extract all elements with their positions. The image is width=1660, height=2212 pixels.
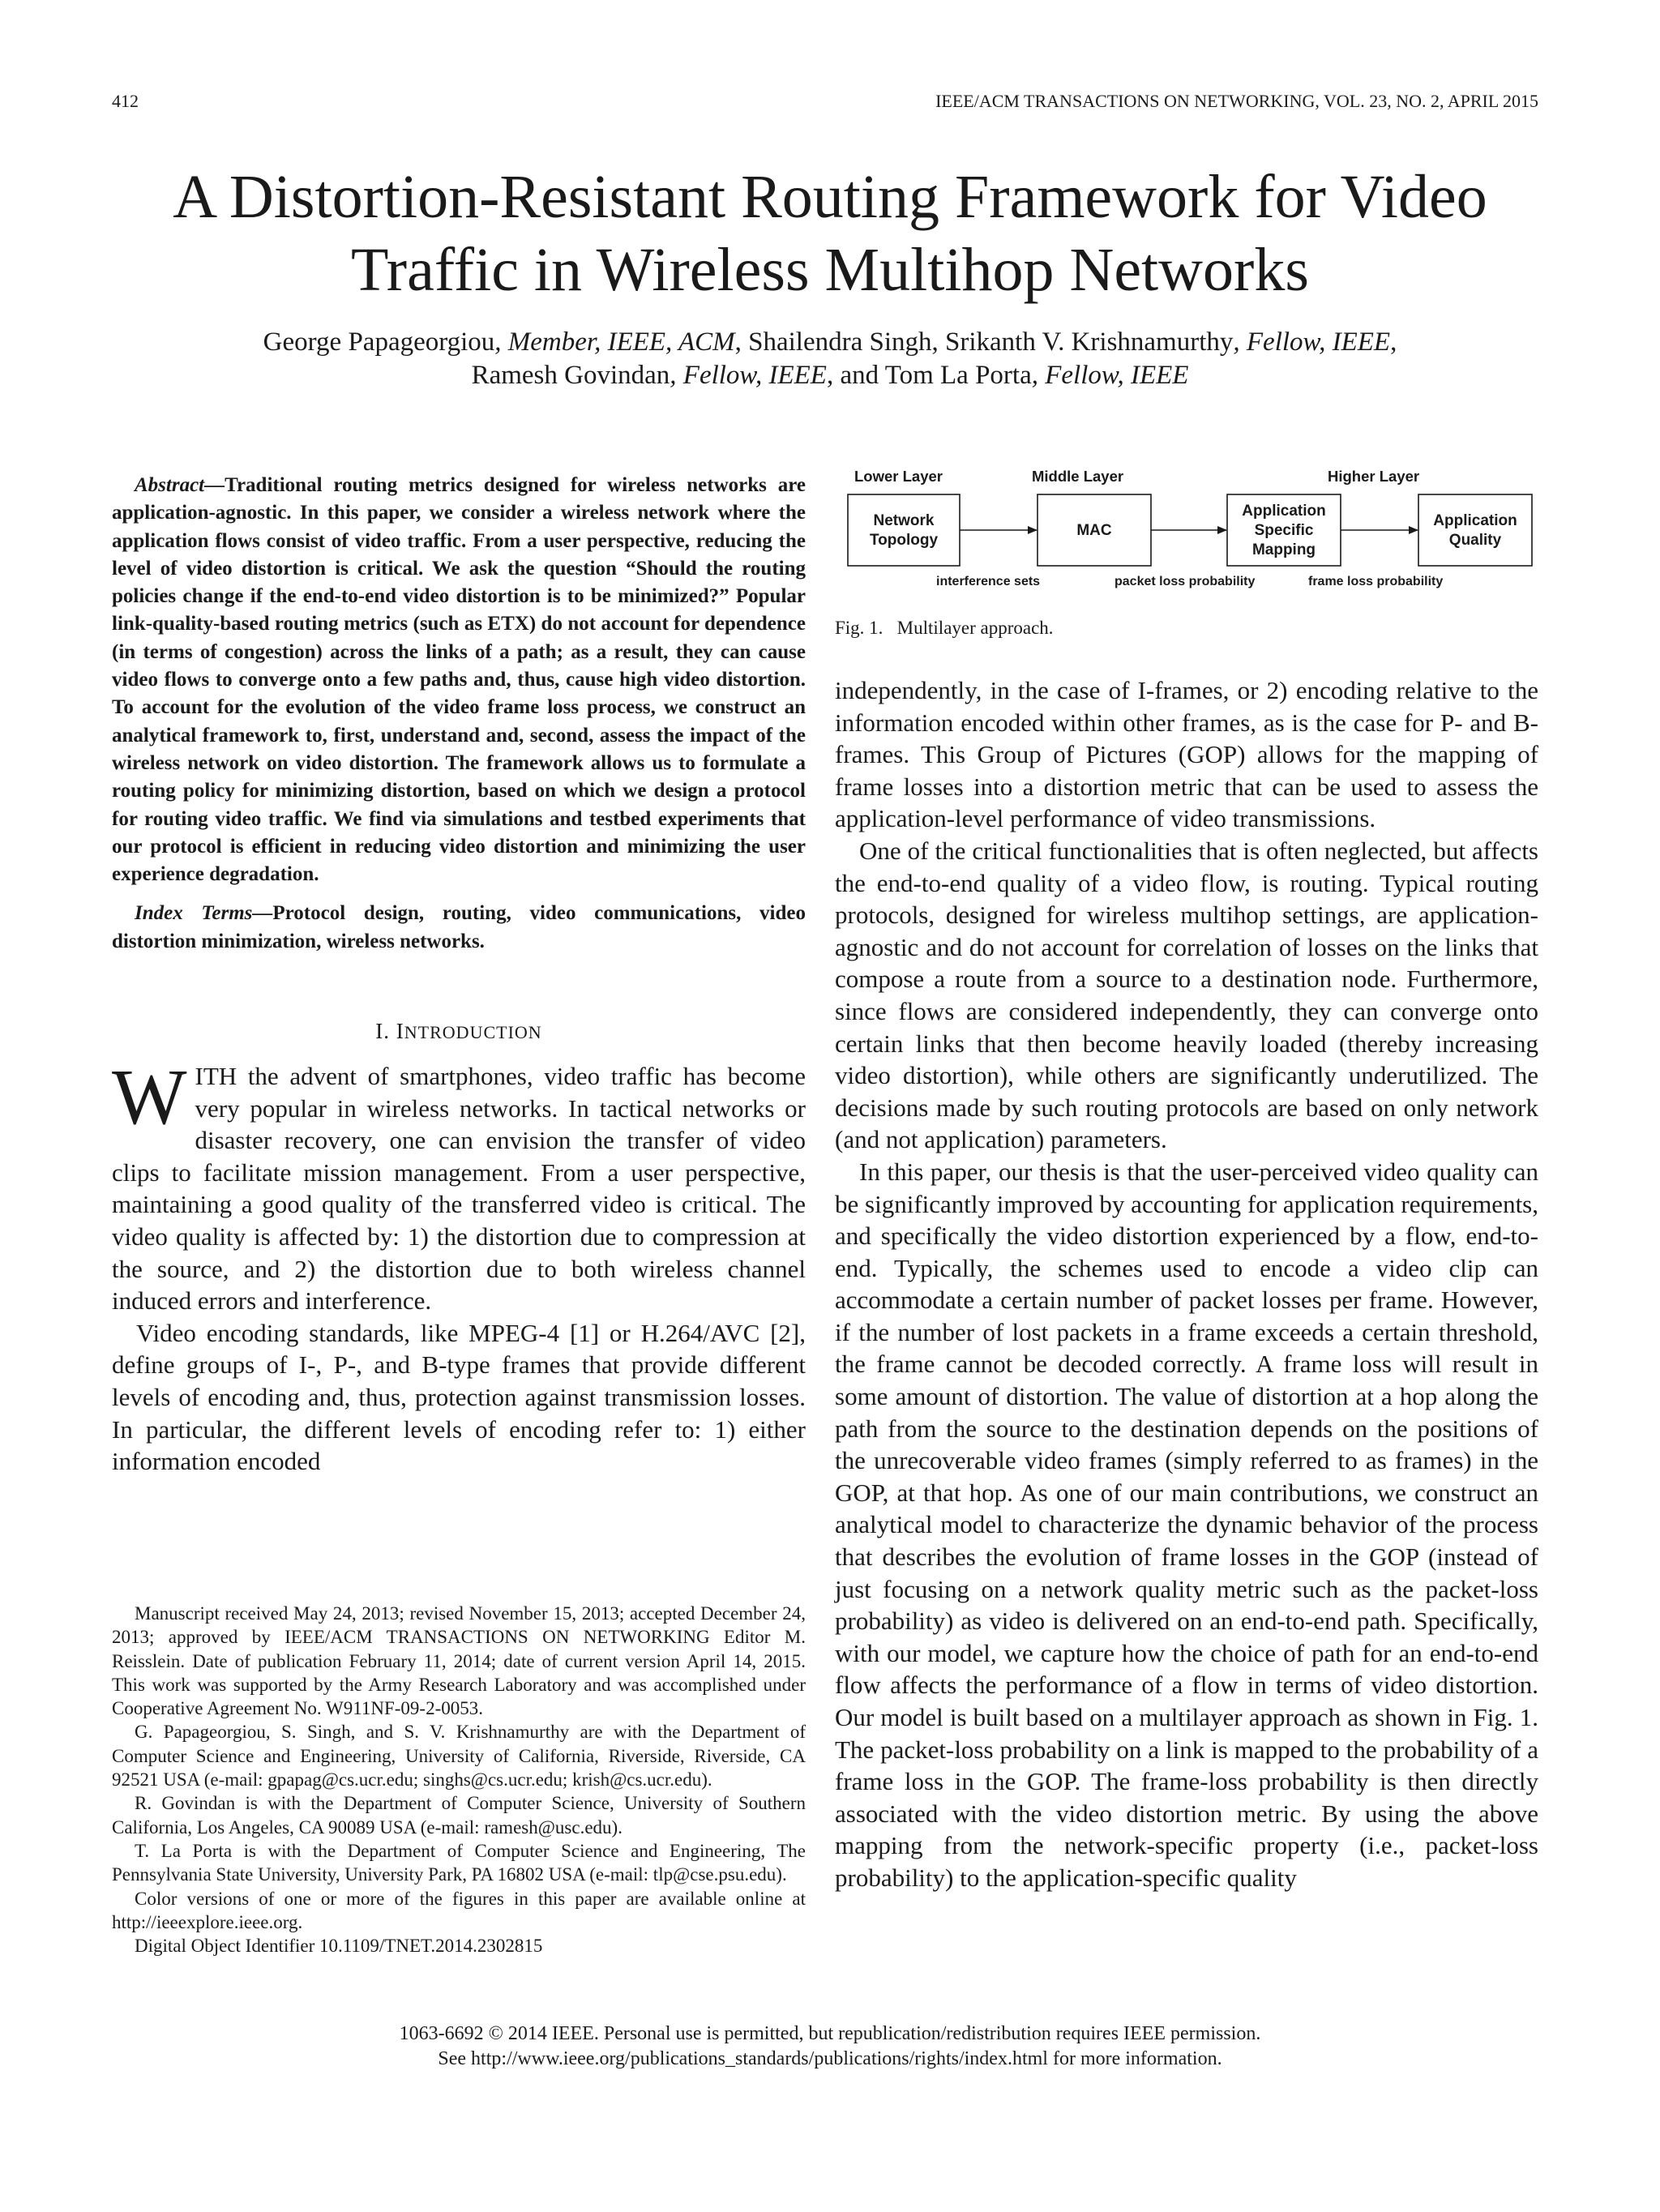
section-numeral: I. <box>375 1019 391 1044</box>
author-name: Ramesh Govindan <box>471 361 670 390</box>
footnote-manuscript: Manuscript received May 24, 2013; revised November 15, 2013; accepted December 24, 2013; approved by IEEE/ACM TRANSACTIONS ON NETWORKING Editor M. Reisslein. Date of publication February 11, 2014; date of current version April 14, 2015. This work was supported by the Army Research Laboratory and was accomplished under Cooperative Agreement No. W911NF-09-2-0053. <box>112 1603 806 1719</box>
box-network-topology-line2: Topology <box>869 532 939 549</box>
footnote <box>112 1602 806 1957</box>
author-separator: , <box>1390 327 1397 357</box>
copyright-line-2: See http://www.ieee.org/publications_standards/publications/rights/index.html for more information. <box>438 2048 1222 2069</box>
section-heading <box>112 1019 806 1044</box>
author-line-1 <box>0 326 1660 359</box>
right-paragraph-1: independently, in the case of I-frames, or 2) encoding relative to the information encoded within other frames, as is the case for P- and B-frames. This Group of Pictures (GOP) allows for the mapping of frame losses into a distortion metric that can be used to assess the application-level performance of video transmissions. <box>835 676 1538 833</box>
paper-title <box>0 160 1660 306</box>
abstract-label: Abstract— <box>135 474 225 496</box>
journal-header: IEEE/ACM TRANSACTIONS ON NETWORKING, VOL. 23, NO. 2, APRIL 2015 <box>935 91 1538 111</box>
box-mac-label: MAC <box>1076 522 1112 539</box>
figure-multilayer-diagram <box>843 464 1537 593</box>
box-mapping-line2: Specific <box>1254 522 1314 539</box>
index-terms <box>112 900 806 956</box>
author-affiliation: , Fellow, IEEE <box>670 361 827 390</box>
abstract-text: Traditional routing metrics designed for wireless networks are application-agnostic. In this paper, we consider a wireless network where the application flows consist of video traffic. From a user perspective, reducing the level of video distortion is critical. We ask the question “Should the routing policies change if the end-to-end video distortion is to be minimized?” Popular link-quality-based routing metrics (such as ETX) do not account for dependence (in terms of congestion) across the links of a path; as a result, they can cause video flows to converge onto a few paths and, thus, cause high video distortion. To account for the evolution of the video frame loss process, we construct an analytical framework to, first, understand and, second, assess the impact of the wireless network on video distortion. The framework allows us to formulate a routing policy for minimizing distortion, based on which we design a protocol for routing video traffic. We find via simulations and testbed experiments that our protocol is efficient in reducing video distortion and minimizing the user experience degradation. <box>112 474 806 886</box>
label-interference-sets: interference sets <box>936 575 1041 588</box>
page-number: 412 <box>112 91 139 111</box>
box-network-topology-line1: Network <box>873 512 935 529</box>
author-line-2 <box>0 359 1660 392</box>
title-line-1: A Distortion-Resistant Routing Framework for Video <box>173 163 1487 231</box>
index-terms-text: Protocol design, routing, video communications, video distortion minimization, wireless networks. <box>112 902 806 952</box>
drop-cap: W <box>112 1054 187 1142</box>
label-frame-loss-probability: frame loss probability <box>1308 575 1444 588</box>
copyright-notice <box>0 2022 1660 2072</box>
abstract <box>112 472 806 888</box>
intro-paragraph-1-text: ITH the advent of smartphones, video traffic has become very popular in wireless networks. In tactical networks or disaster recovery, one can envision the transfer of video clips to facilitate mission management. From a user perspective, maintaining a good quality of the transferred video is critical. The video quality is affected by: 1) the distortion due to compression at the source, and 2) the distortion due to both wireless channel induced errors and interference. <box>112 1062 806 1316</box>
author-name: , Shailendra Singh, Srikanth V. Krishnamurthy <box>734 327 1234 357</box>
author-affiliation: , Fellow, IEEE <box>1031 361 1189 390</box>
copyright-line-1: 1063-6692 © 2014 IEEE. Personal use is permitted, but republication/redistribution requires IEEE permission. <box>399 2023 1261 2044</box>
box-quality-line2: Quality <box>1448 532 1502 549</box>
intro-paragraph-2: Video encoding standards, like MPEG-4 [1] or H.264/AVC [2], define groups of I-, P-, and B-type frames that provide different levels of encoding and, thus, protection against transmission losses. In particular, the different levels of encoding refer to: 1) either information encoded <box>112 1318 806 1476</box>
box-mapping-line1: Application <box>1242 503 1326 520</box>
box-mapping-line3: Mapping <box>1251 541 1316 558</box>
author-affiliation: , Fellow, IEEE <box>1233 327 1391 357</box>
box-quality-line1: Application <box>1433 512 1517 529</box>
right-column <box>835 674 1538 1894</box>
author-name: , and Tom La Porta <box>826 361 1032 390</box>
footnote-color: Color versions of one or more of the figures in this paper are available online at http://ieeexplore.ieee.org. <box>112 1888 806 1932</box>
section-title-rest: NTRODUCTION <box>404 1022 542 1043</box>
index-terms-label: Index Terms— <box>135 902 273 925</box>
footnote-doi: Digital Object Identifier 10.1109/TNET.2014.2302815 <box>135 1936 543 1957</box>
footnote-affiliation-3: T. La Porta is with the Department of Computer Science and Engineering, The Pennsylvania State University, University Park, PA 16802 USA (e-mail: tlp@cse.psu.edu). <box>112 1840 806 1885</box>
right-paragraph-3: In this paper, our thesis is that the user-perceived video quality can be significantly improved by accounting for application requirements, and specifically the video distortion experienced by a flow, end-to-end. Typically, the schemes used to encode a video clip can accommodate a certain number of packet losses per frame. However, if the number of lost packets in a frame exceeds a certain threshold, the frame cannot be decoded correctly. A frame loss will result in some amount of distortion. The value of distortion at a hop along the path from the source to the destination depends on the positions of the unrecoverable video frames (simply referred to as frames) in the GOP, at that hop. As one of our main contributions, we construct an analytical model to characterize the dynamic behavior of the process that describes the evolution of frame losses in the GOP (instead of just focusing on a network quality metric such as the packet-loss probability) as video is delivered on an end-to-end path. Specifically, with our model, we capture how the choice of path for an end-to-end flow affects the performance of a flow in terms of video distortion. Our model is built based on a multilayer approach as shown in Fig. 1. The packet-loss probability on a link is mapped to the probability of a frame loss in the GOP. The frame-loss probability is then directly associated with the video distortion metric. By using the above mapping from the network-specific property (i.e., packet-loss probability) to the application-specific quality <box>835 1157 1538 1892</box>
left-column <box>112 472 806 1478</box>
section-title-initial: I <box>396 1019 404 1044</box>
figure-caption: Fig. 1. Multilayer approach. <box>835 618 1054 638</box>
box-application-quality <box>1418 494 1532 566</box>
label-higher-layer: Higher Layer <box>1328 468 1420 485</box>
intro-paragraph-1 <box>112 1054 806 1317</box>
box-network-topology <box>848 494 960 566</box>
author-list <box>0 326 1660 392</box>
footnote-affiliation-2: R. Govindan is with the Department of Computer Science, University of Southern California, Los Angeles, CA 90089 USA (e-mail: ramesh@usc.edu). <box>112 1793 806 1838</box>
footnote-affiliation-1: G. Papageorgiou, S. Singh, and S. V. Krishnamurthy are with the Department of Computer Science and Engineering, University of California, Riverside, Riverside, CA 92521 USA (e-mail: gpapag@cs.ucr.edu; singhs@cs.ucr.edu; krish@cs.ucr.edu). <box>112 1722 806 1791</box>
title-line-2: Traffic in Wireless Multihop Networks <box>351 236 1309 304</box>
label-packet-loss-probability: packet loss probability <box>1115 575 1256 588</box>
right-paragraph-2: One of the critical functionalities that is often neglected, but affects the end-to-end quality of a video flow, is routing. Typical routing protocols, designed for wireless multihop settings, are application-agnostic and do not account for correlation of losses on the links that compose a route from a source to a destination node. Furthermore, since flows are considered independently, they can converge onto certain links that then become heavily loaded (thereby increasing video distortion), while others are significantly underutilized. The decisions made by such routing protocols are based on only network (and not application) parameters. <box>835 836 1538 1154</box>
author-affiliation: , Member, IEEE, ACM <box>494 327 735 357</box>
label-lower-layer: Lower Layer <box>854 468 943 485</box>
author-name: George Papageorgiou <box>263 327 495 357</box>
label-middle-layer: Middle Layer <box>1032 468 1124 485</box>
